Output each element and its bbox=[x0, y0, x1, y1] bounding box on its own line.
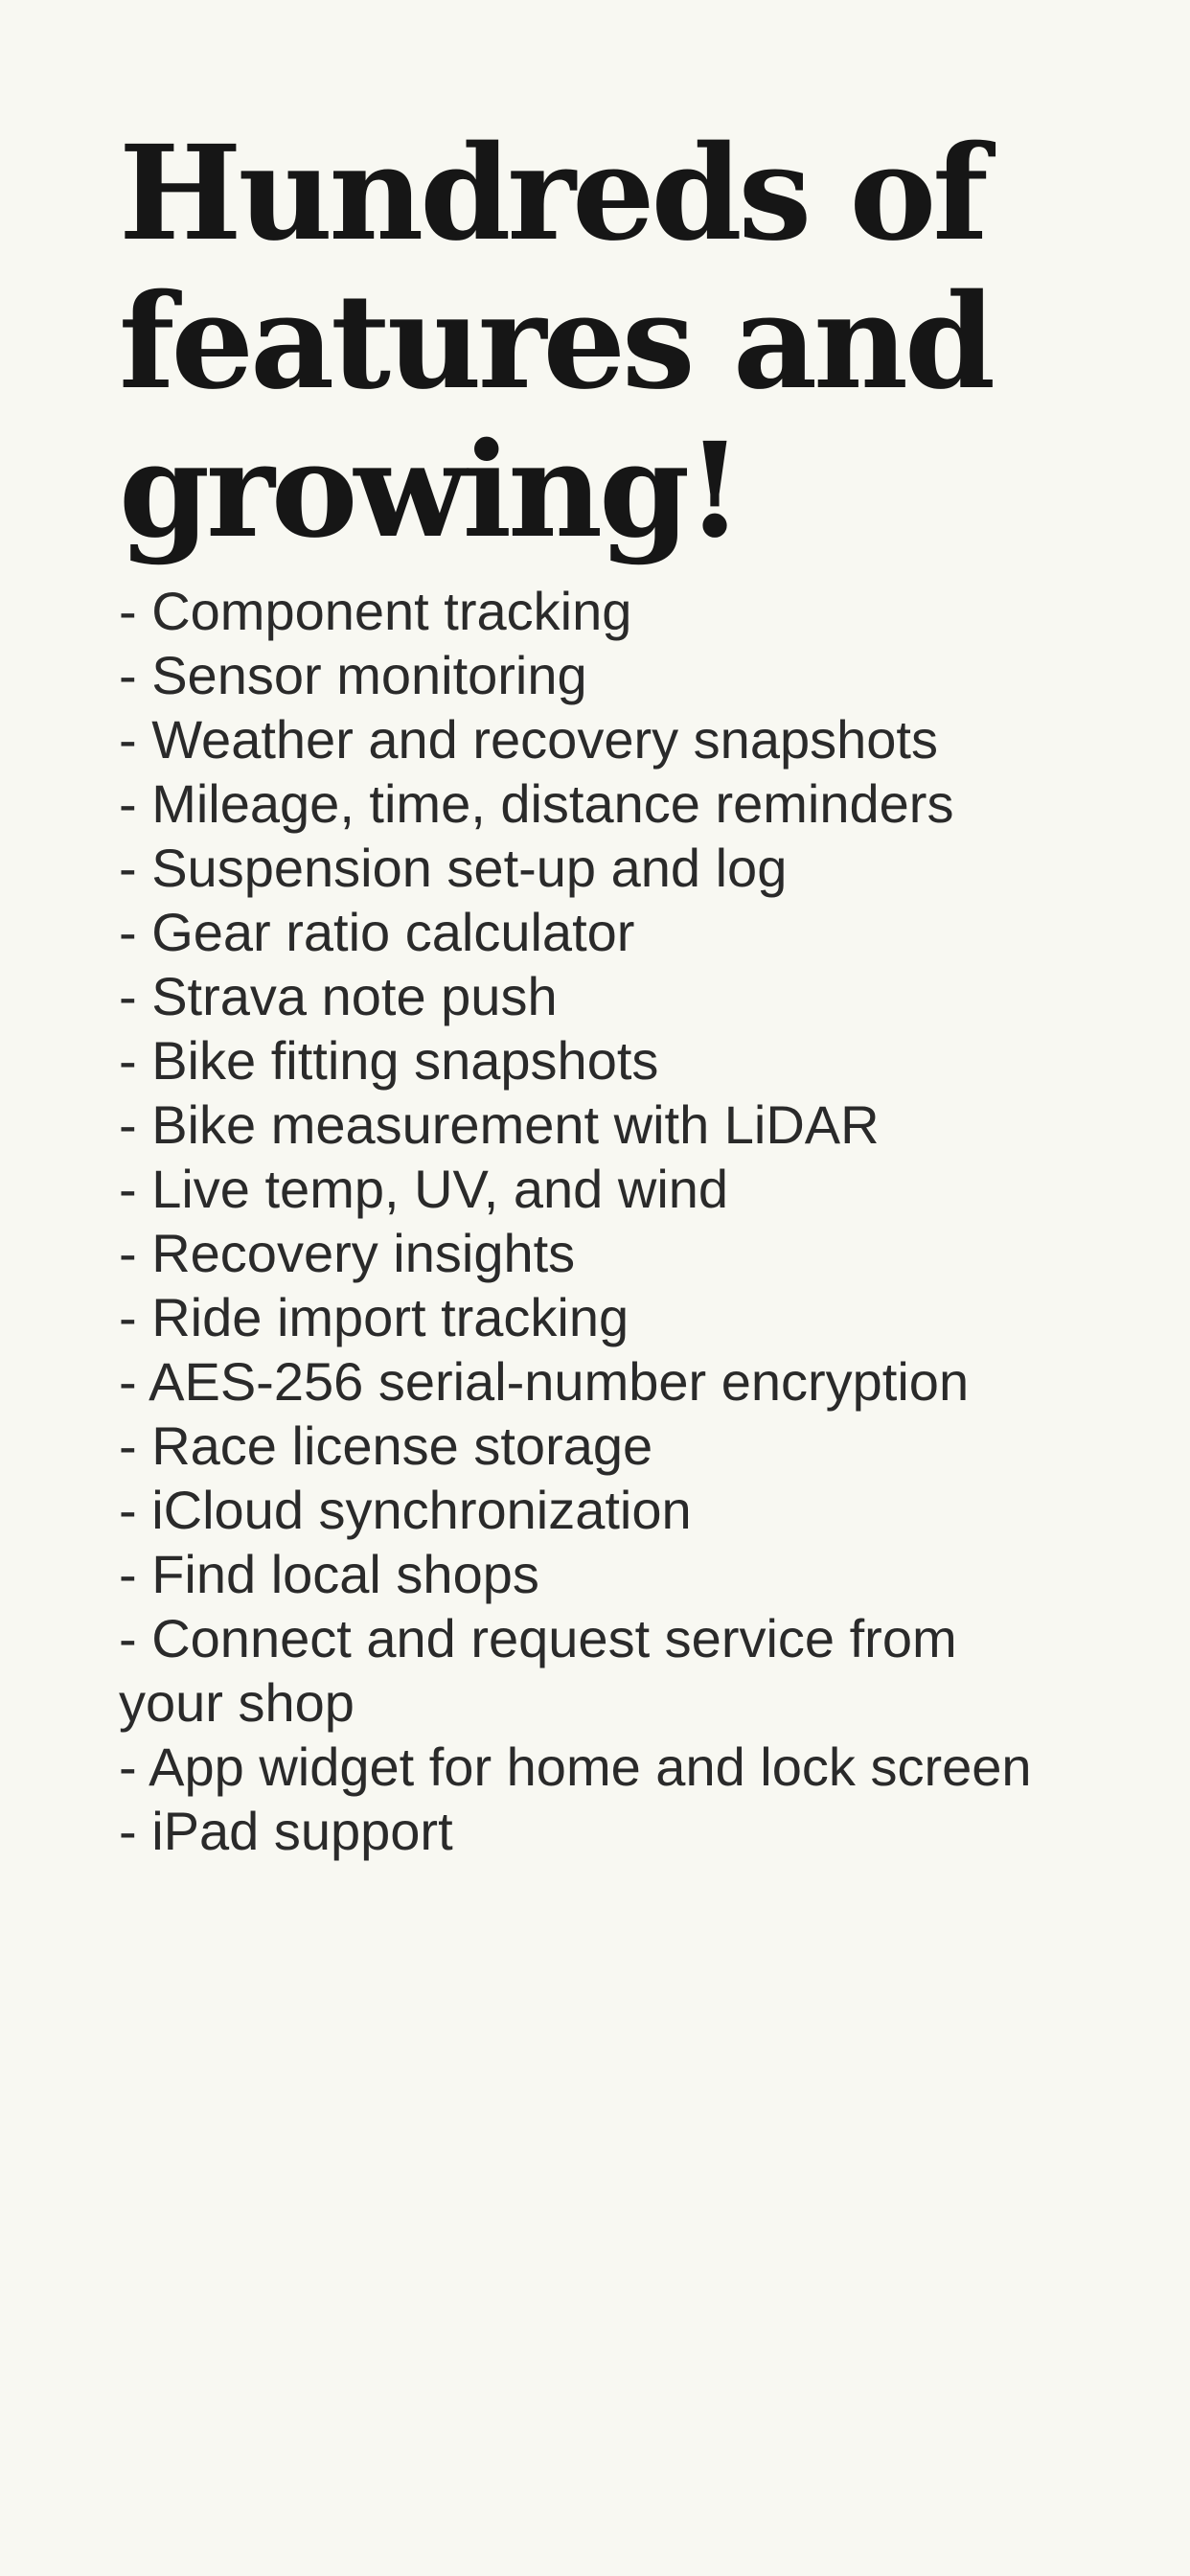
feature-item-lidar-measurement: - Bike measurement with LiDAR bbox=[119, 1094, 880, 1155]
feature-item-recovery-insights: - Recovery insights bbox=[119, 1223, 576, 1283]
feature-item-shop-service-request: - Connect and request service from your shop bbox=[119, 1608, 957, 1733]
feature-item-suspension-log: - Suspension set-up and log bbox=[119, 838, 788, 898]
feature-item-serial-number-encryption: - AES-256 serial-number encryption bbox=[119, 1351, 970, 1412]
feature-list bbox=[119, 579, 1077, 1863]
page-title bbox=[119, 117, 1077, 567]
feature-item-ride-import-tracking: - Ride import tracking bbox=[119, 1287, 629, 1347]
feature-item-race-license-storage: - Race license storage bbox=[119, 1415, 653, 1476]
title-line-3: growing! bbox=[119, 414, 740, 567]
feature-item-ipad-support: - iPad support bbox=[119, 1801, 453, 1861]
feature-item-reminders: - Mileage, time, distance reminders bbox=[119, 773, 954, 834]
feature-item-live-weather: - Live temp, UV, and wind bbox=[119, 1159, 729, 1219]
title-line-1: Hundreds of bbox=[119, 117, 985, 270]
feature-item-find-local-shops: - Find local shops bbox=[119, 1544, 539, 1604]
feature-item-gear-ratio-calculator: - Gear ratio calculator bbox=[119, 902, 635, 962]
feature-item-strava-note-push: - Strava note push bbox=[119, 966, 558, 1026]
feature-item-component-tracking: - Component tracking bbox=[119, 581, 632, 641]
feature-item-weather-recovery-snapshots: - Weather and recovery snapshots bbox=[119, 709, 938, 770]
content bbox=[119, 117, 1077, 1863]
feature-item-icloud-sync: - iCloud synchronization bbox=[119, 1480, 692, 1540]
feature-item-sensor-monitoring: - Sensor monitoring bbox=[119, 645, 587, 705]
feature-item-app-widget: - App widget for home and lock screen bbox=[119, 1736, 1032, 1797]
feature-item-bike-fitting-snapshots: - Bike fitting snapshots bbox=[119, 1030, 659, 1091]
title-line-2: features and bbox=[119, 265, 993, 419]
